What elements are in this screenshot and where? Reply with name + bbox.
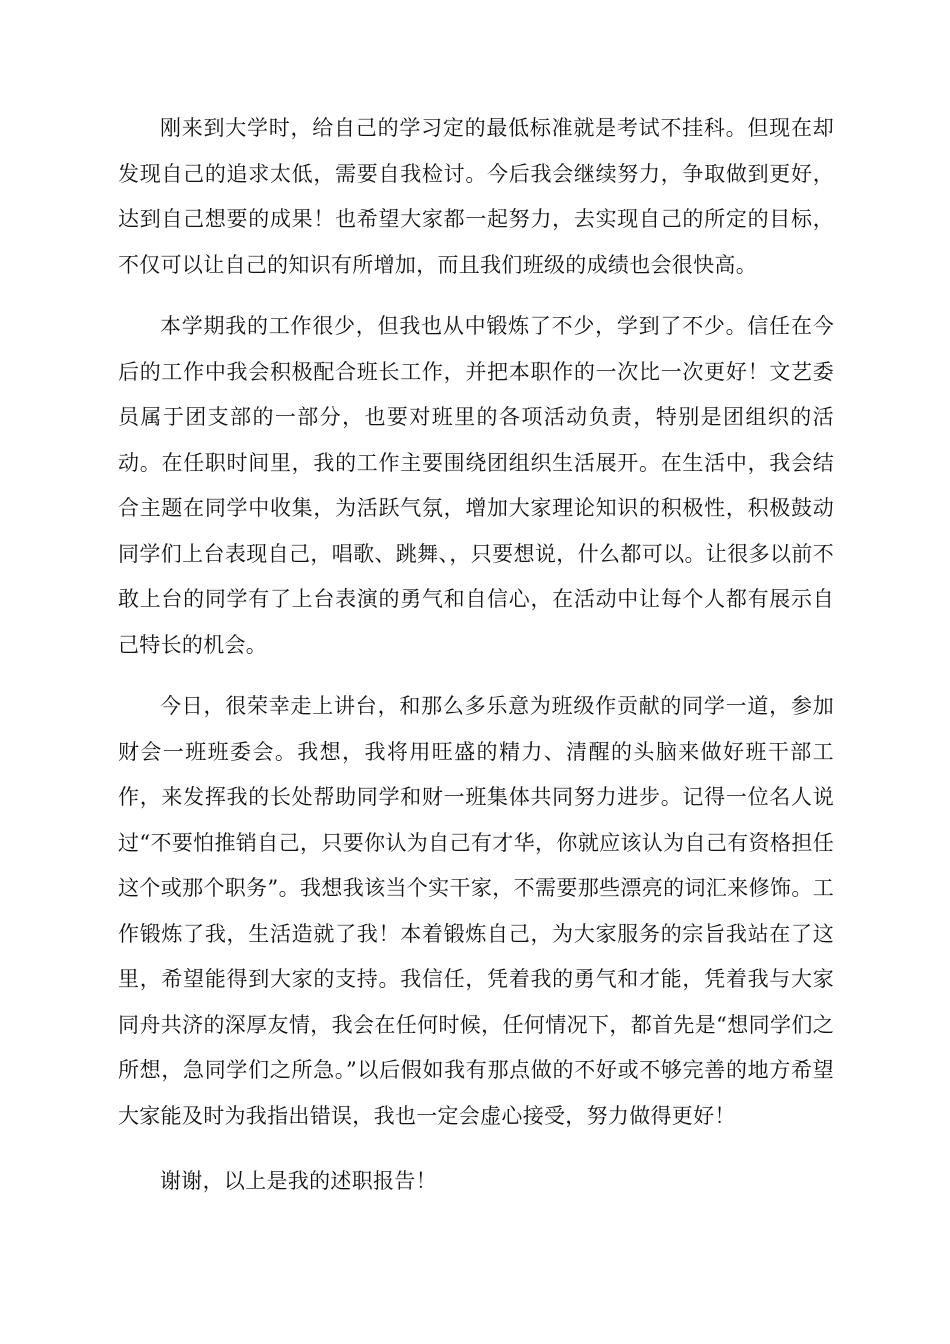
paragraph-work-review: 本学期我的工作很少，但我也从中锻炼了不少，学到了不少。信任在今后的工作中我会积极配合班长工作，并把本职作的一次比一次更好！文艺委员属于团支部的一部分，也要对班里的各项活动负责，特别是团组织的活动。在任职时间里，我的工作主要围绕团组织生活展开。在生活中，我会结合主题在同学中收集，为活跃气氛，增加大家理论知识的积极性，积极鼓动同学们上台表现自己，唱歌、跳舞、，只要想说，什么都可以。让很多以前不敢上台的同学有了上台表演的勇气和自信心，在活动中让每个人都有展示自己特长的机会。 [118,314,834,657]
paragraph-study-goals: 刚来到大学时，给自己的学习定的最低标准就是考试不挂科。但现在却发现自己的追求太低，需要自我检讨。今后我会继续努力，争取做到更好，达到自己想要的成果！也希望大家都一起努力，去实现自己的所定的目标，不仅可以让自己的知识有所增加，而且我们班级的成绩也会很快高。 [118,116,834,277]
document-page [118,106,834,1205]
paragraph-closing: 谢谢，以上是我的述职报告！ [160,1169,437,1193]
paragraph-committee-pledge: 今日，很荣幸走上讲台，和那么多乐意为班级作贡献的同学一道，参加财会一班班委会。我想，我将用旺盛的精力、清醒的头脑来做好班干部工作，来发挥我的长处帮助同学和财一班集体共同努力进步。记得一位名人说过“不要怕推销自己，只要你认为自己有才华，你就应该认为自己有资格担任这个或那个职务”。我想我该当个实干家，不需要那些漂亮的词汇来修饰。工作锻炼了我，生活造就了我！本着锻炼自己，为大家服务的宗旨我站在了这里，希望能得到大家的支持。我信任，凭着我的勇气和才能，凭着我与大家同舟共济的深厚友情，我会在任何时候，任何情况下，都首先是“想同学们之所想，急同学们之所急。”以后假如我有那点做的不好或不够完善的地方希望大家能及时为我指出错误，我也一定会虚心接受，努力做得更好！ [118,694,834,1128]
